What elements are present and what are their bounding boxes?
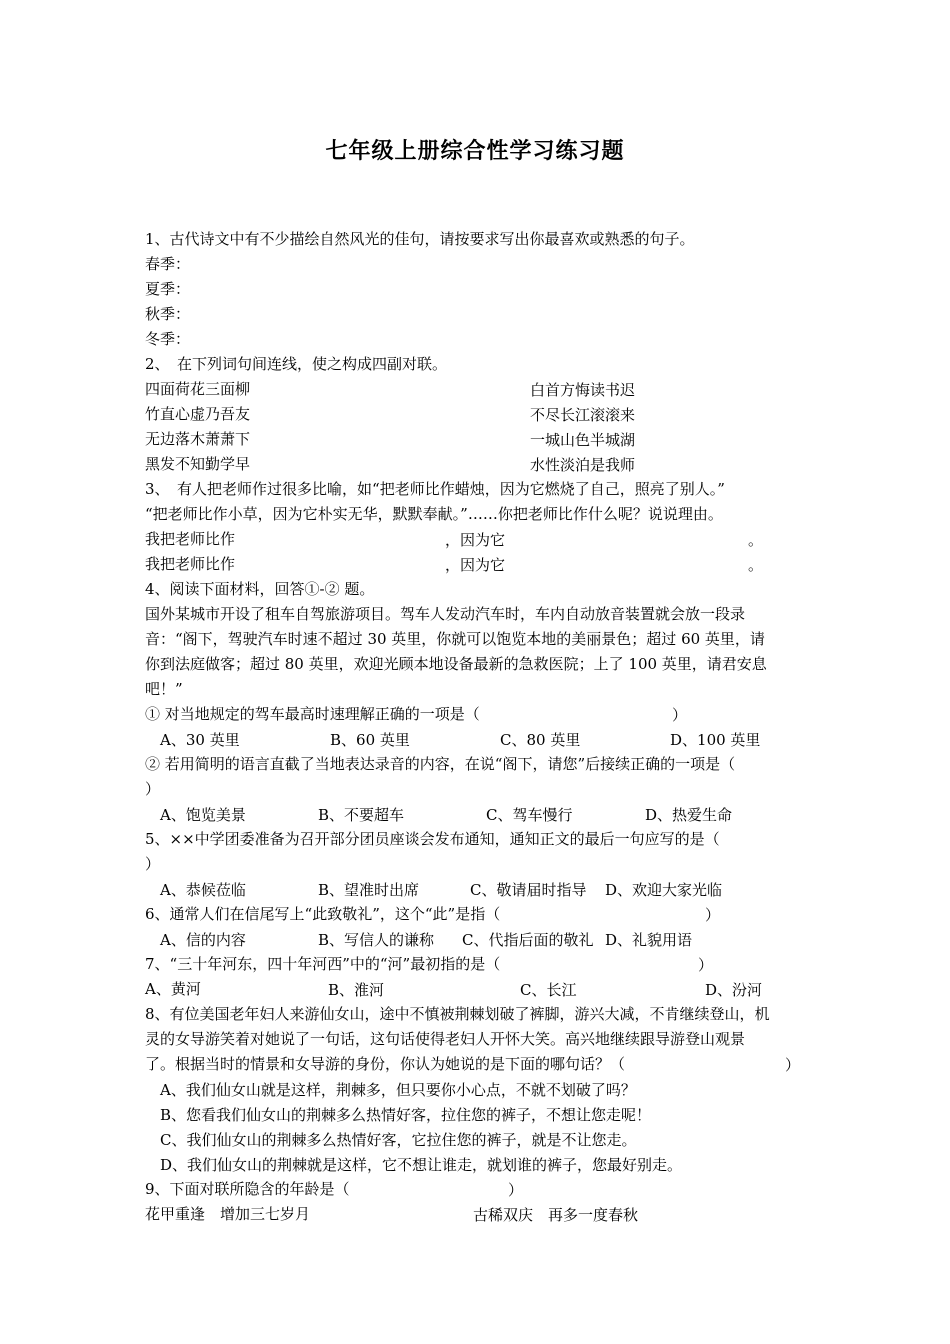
q8-stem-3: 了。根据当时的情景和女导游的身份，你认为她说的是下面的哪句话？（ xyxy=(145,1055,626,1073)
q4-passage-1: 国外某城市开设了租车自驾旅游项目。驾车人发动汽车时，车内自动放音装置就会放一段录 xyxy=(145,605,746,623)
q4-passage-4: 吧！” xyxy=(145,680,183,698)
q5-opt-d: D、欢迎大家光临 xyxy=(605,881,723,899)
q6-opt-c: C、代指后面的敬礼 xyxy=(462,931,594,949)
q3-fill-2-end: 。 xyxy=(748,556,764,574)
q9-couplet-right: 古稀双庆 再多一度春秋 xyxy=(473,1206,639,1224)
q4-sub2-opt-d: D、热爱生命 xyxy=(645,806,733,824)
q2-right-3: 一城山色半城湖 xyxy=(530,431,636,449)
q4-sub1-opt-b: B、60 英里 xyxy=(330,731,410,749)
q2-left-4: 黑发不知勤学早 xyxy=(145,455,251,473)
q2-stem: 2、 在下列词句间连线，使之构成四副对联。 xyxy=(145,355,448,373)
q8-opt-a: A、我们仙女山就是这样，荆棘多，但只要你小心点，不就不划破了吗？ xyxy=(160,1081,636,1099)
q2-right-2: 不尽长江滚滚来 xyxy=(530,406,636,424)
q5-opt-a: A、恭候莅临 xyxy=(160,881,246,899)
q2-left-1: 四面荷花三面柳 xyxy=(145,380,251,398)
q6-close: ） xyxy=(705,906,721,924)
q1-summer: 夏季： xyxy=(145,280,191,298)
q2-right-1: 白首方悔读书迟 xyxy=(530,381,636,399)
q5-close: ） xyxy=(145,855,161,873)
page-title: 七年级上册综合性学习练习题 xyxy=(325,139,625,164)
q4-sub2-opt-c: C、驾车慢行 xyxy=(486,806,573,824)
q7-opt-c: C、长江 xyxy=(520,981,577,999)
q8-opt-c: C、我们仙女山的荆棘多么热情好客，它拉住您的裤子，就是不让您走。 xyxy=(160,1131,637,1149)
q4-passage-2: 音：“阁下，驾驶汽车时速不超过 30 英里，你就可以饱览本地的美丽景色；超过 60 英里，请 xyxy=(145,630,765,648)
q4-sub1-opt-a: A、30 英里 xyxy=(160,731,240,749)
q4-sub1-close: ） xyxy=(672,706,688,724)
q3-fill-2-a: 我把老师比作 xyxy=(145,555,236,573)
q7-close: ） xyxy=(698,956,714,974)
q8-stem-2: 灵的女导游笑着对她说了一句话，这句话使得老妇人开怀大笑。高兴地继续跟导游登山观景 xyxy=(145,1030,746,1048)
q6-opt-d: D、礼貌用语 xyxy=(605,931,693,949)
q1-autumn: 秋季： xyxy=(145,305,191,323)
q2-right-4: 水性淡泊是我师 xyxy=(530,456,636,474)
q8-opt-d: D、我们仙女山的荆棘就是这样，它不想让谁走，就划谁的裤子，您最好别走。 xyxy=(160,1156,683,1174)
q1-stem: 1、古代诗文中有不少描绘自然风光的佳句，请按要求写出你最喜欢或熟悉的句子。 xyxy=(145,230,695,248)
q4-sub2-opt-b: B、不要超车 xyxy=(318,806,405,824)
q4-passage-3: 你到法庭做客；超过 80 英里，欢迎光顾本地设备最新的急救医院；上了 100 英里，请君安息 xyxy=(145,655,767,673)
q9-close: ） xyxy=(508,1181,524,1199)
q4-stem: 4、阅读下面材料，回答①-② 题。 xyxy=(145,580,375,598)
q5-stem: 5、××中学团委准备为召开部分团员座谈会发布通知，通知正文的最后一句应写的是（ xyxy=(145,830,720,848)
q7-stem: 7、“三十年河东，四十年河西”中的“河”最初指的是（ xyxy=(145,955,501,973)
q8-opt-b: B、您看我们仙女山的荆棘多么热情好客，拉住您的裤子，不想让您走呢！ xyxy=(160,1106,652,1124)
q4-sub2-close: ） xyxy=(145,780,161,798)
q9-stem: 9、下面对联所隐含的年龄是（ xyxy=(145,1180,350,1198)
q2-left-3: 无边落木萧萧下 xyxy=(145,430,251,448)
q3-stem-2: “把老师比作小草，因为它朴实无华，默默奉献。”……你把老师比作什么呢？说说理由。 xyxy=(145,505,723,523)
q3-fill-1-a: 我把老师比作 xyxy=(145,530,236,548)
q3-fill-1-b: ，因为它 xyxy=(445,531,506,549)
q7-opt-d: D、汾河 xyxy=(705,981,763,999)
q4-sub2-stem: ② 若用简明的语言直截了当地表达录音的内容，在说“阁下，请您”后接续正确的一项是（ xyxy=(145,755,736,773)
q3-fill-1-end: 。 xyxy=(748,531,764,549)
q9-couplet-left: 花甲重逢 增加三七岁月 xyxy=(145,1205,311,1223)
q4-sub1-opt-c: C、80 英里 xyxy=(500,731,581,749)
q8-stem-1: 8、有位美国老年妇人来游仙女山，途中不慎被荆棘划破了裤脚，游兴大减，不肯继续登山，机 xyxy=(145,1005,770,1023)
q7-opt-b: B、淮河 xyxy=(328,981,385,999)
q4-sub1-stem: ① 对当地规定的驾车最高时速理解正确的一项是（ xyxy=(145,705,480,723)
q1-winter: 冬季： xyxy=(145,330,191,348)
q4-sub1-opt-d: D、100 英里 xyxy=(670,731,761,749)
q6-stem: 6、通常人们在信尾写上“此致敬礼”，这个“此”是指（ xyxy=(145,905,501,923)
q2-left-2: 竹直心虚乃吾友 xyxy=(145,405,251,423)
q3-stem-1: 3、 有人把老师作过很多比喻，如“把老师比作蜡烛，因为它燃烧了自己，照亮了别人。” xyxy=(145,480,725,498)
q4-sub2-opt-a: A、饱览美景 xyxy=(160,806,246,824)
q1-spring: 春季： xyxy=(145,255,191,273)
q5-opt-c: C、敬请届时指导 xyxy=(470,881,587,899)
q5-opt-b: B、望准时出席 xyxy=(318,881,420,899)
q6-opt-b: B、写信人的谦称 xyxy=(318,931,435,949)
q6-opt-a: A、信的内容 xyxy=(160,931,246,949)
q8-close: ） xyxy=(785,1056,801,1074)
q3-fill-2-b: ，因为它 xyxy=(445,556,506,574)
q7-opt-a: A、黄河 xyxy=(145,980,201,998)
